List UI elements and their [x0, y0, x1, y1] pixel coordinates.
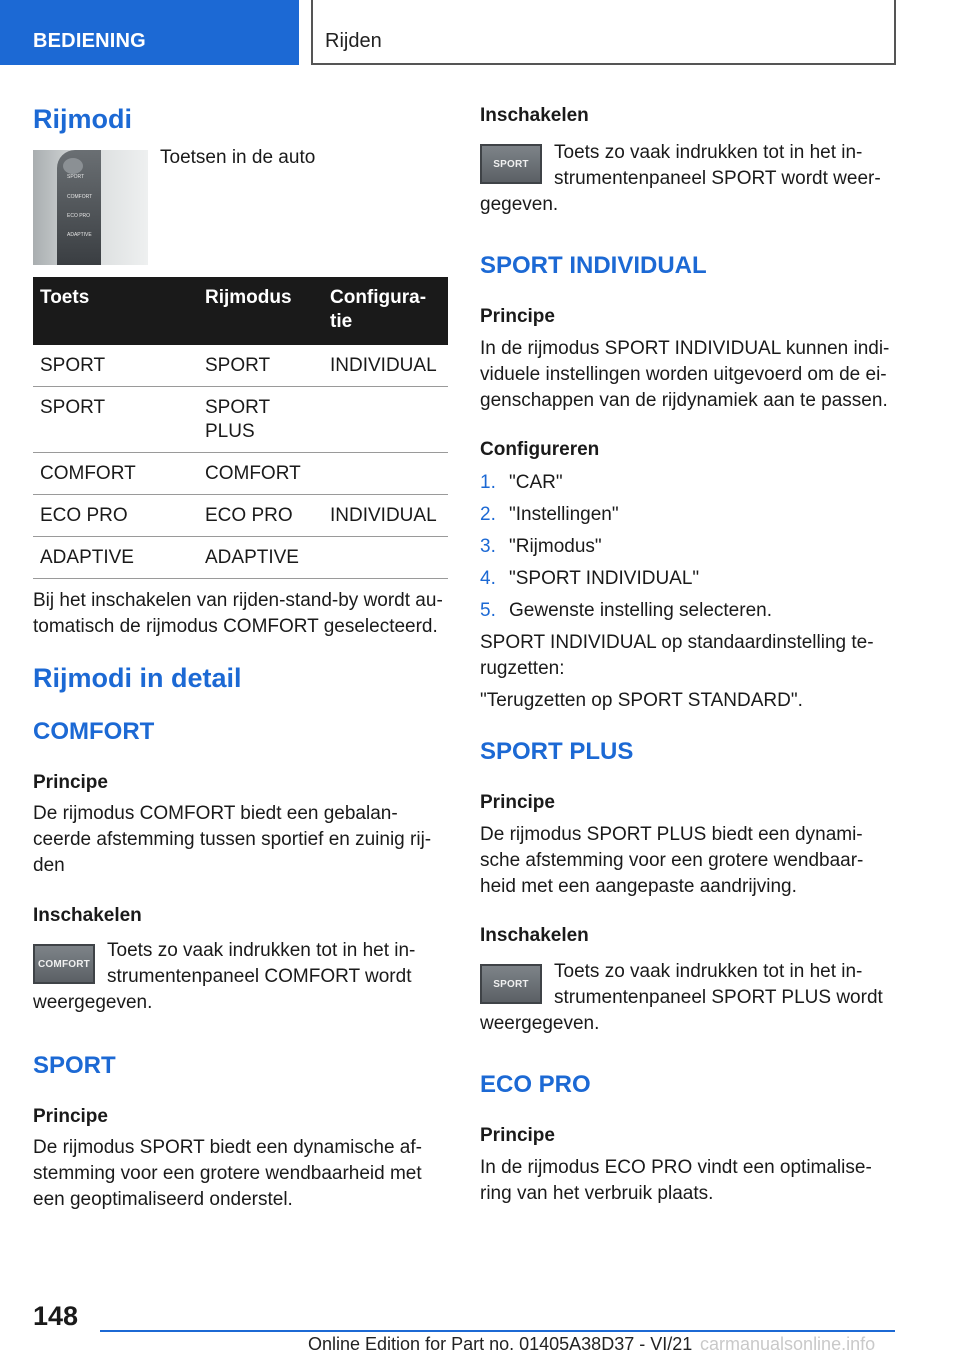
reset-line3: "Terugzetten op SPORT STANDARD".	[480, 690, 803, 711]
sport-plus-activate-line2: strumentenpaneel SPORT PLUS wordt	[554, 987, 883, 1008]
sport-plus-principle-line1: De rijmodus SPORT PLUS biedt een dynami-	[480, 824, 863, 845]
comfort-activate-label: Inschakelen	[33, 905, 142, 926]
sport-principle-line1: De rijmodus SPORT biedt een dynamische af-	[33, 1137, 422, 1158]
sport-activate-line2: strumentenpaneel SPORT wordt weer-	[554, 168, 881, 189]
standby-note-line2: tomatisch de rijmodus COMFORT geselecteerd.	[33, 616, 438, 637]
table-cell: COMFORT	[33, 453, 198, 495]
sport-plus-principle-line2: sche afstemming voor een grotere wendbaar-	[480, 850, 864, 871]
footer-divider	[100, 1330, 895, 1332]
table-cell	[323, 537, 448, 579]
eco-pro-principle-line1: In de rijmodus ECO PRO vindt een optimalise-	[480, 1157, 872, 1178]
comfort-principle-line2: ceerde afstemming tussen sportief en zuinig rij-	[33, 829, 432, 850]
page-number: 148	[33, 1301, 79, 1331]
eco-pro-principle-line2: ring van het verbruik plaats.	[480, 1183, 714, 1204]
reset-line1: SPORT INDIVIDUAL op standaardinstelling te-	[480, 632, 874, 653]
comfort-activate-line1: Toets zo vaak indrukken tot in het in-	[107, 940, 416, 961]
sport-individual-principle-label: Principe	[480, 306, 555, 327]
comfort-activate-line2: strumentenpaneel COMFORT wordt	[107, 966, 412, 987]
table-cell: ADAPTIVE	[198, 537, 323, 579]
table-cell: ECO PRO	[198, 495, 323, 537]
list-item-text: "SPORT INDIVIDUAL"	[509, 568, 700, 589]
comfort-activate-line3: weergegeven.	[33, 992, 153, 1013]
photo-label-eco-pro: ECO PRO	[67, 213, 91, 219]
comfort-principle-line3: den	[33, 855, 65, 876]
list-item-number: 1.	[480, 472, 496, 493]
photo-caption: Toetsen in de auto	[160, 147, 316, 168]
sport-principle-line3: een geoptimaliseerd onderstel.	[33, 1189, 293, 1210]
eco-pro-principle-label: Principe	[480, 1125, 555, 1146]
table-header-toets: Toets	[33, 277, 198, 345]
sport-plus-principle-label: Principe	[480, 792, 555, 813]
sport-plus-activate-label: Inschakelen	[480, 925, 589, 946]
standby-note-line1: Bij het inschakelen van rijden-stand-by wordt au-	[33, 590, 443, 611]
footer-edition-text: Online Edition for Part no. 01405A38D37 - VI/21	[308, 1334, 693, 1354]
header-page-title: Rijden	[325, 30, 382, 52]
table-cell: ADAPTIVE	[33, 537, 198, 579]
sport-plus-principle-line3: heid met een aangepaste aandrijving.	[480, 876, 797, 897]
list-item-number: 2.	[480, 504, 496, 525]
sport-plus-activate-line3: weergegeven.	[480, 1013, 600, 1034]
table-cell	[198, 387, 323, 453]
table-row	[33, 537, 448, 579]
table-cell	[323, 453, 448, 495]
table-cell: ECO PRO	[33, 495, 198, 537]
table-header-rijmodus: Rijmodus	[198, 277, 323, 345]
list-item-number: 4.	[480, 568, 496, 589]
header-page-title-box	[311, 0, 896, 65]
sport-activate-line1: Toets zo vaak indrukken tot in het in-	[554, 142, 863, 163]
table-header-configuratie	[323, 277, 448, 345]
table-cell: SPORT	[33, 387, 198, 453]
sport-plus-activate-line1: Toets zo vaak indrukken tot in het in-	[554, 961, 863, 982]
table-cell: INDIVIDUAL	[323, 345, 448, 387]
table-row	[33, 387, 448, 453]
comfort-principle-line1: De rijmodus COMFORT biedt een gebalan-	[33, 803, 398, 824]
list-item-number: 5.	[480, 600, 496, 621]
table-cell: COMFORT	[198, 453, 323, 495]
sport-individual-principle-line1: In de rijmodus SPORT INDIVIDUAL kunnen indi-	[480, 338, 890, 359]
reset-line2: rugzetten:	[480, 658, 565, 679]
photo-label-adaptive: ADAPTIVE	[67, 232, 92, 238]
car-buttons-photo	[33, 150, 148, 265]
list-item-text: "Instellingen"	[509, 504, 619, 525]
table-row	[33, 345, 448, 387]
drive-modes-table	[33, 277, 448, 579]
table-header-configuratie-text: Configura- tie	[330, 287, 427, 332]
heading-comfort: COMFORT	[33, 718, 155, 745]
table-cell	[323, 387, 448, 453]
heading-sport-plus: SPORT PLUS	[480, 738, 634, 765]
sport-individual-principle-line3: genschappen van de rijdynamiek aan te passen.	[480, 390, 888, 411]
section-title-rijmodi: Rijmodi	[33, 104, 132, 134]
sport-principle-line2: stemming voor een grotere wendbaarheid met	[33, 1163, 422, 1184]
configure-label: Configureren	[480, 439, 600, 460]
sport-plus-button-icon	[480, 964, 542, 1004]
comfort-button-icon-label: COMFORT	[38, 958, 90, 970]
sport-activate-label: Inschakelen	[480, 105, 589, 126]
sport-activate-line3: gegeven.	[480, 194, 559, 215]
section-title-detail: Rijmodi in detail	[33, 663, 242, 693]
photo-label-sport: SPORT	[67, 174, 85, 180]
heading-eco-pro: ECO PRO	[480, 1071, 591, 1098]
heading-sport: SPORT	[33, 1052, 116, 1079]
sport-individual-principle-line2: viduele instellingen worden uitgevoerd om de ei-	[480, 364, 887, 385]
selector-knob-graphic	[63, 158, 83, 174]
sport-button-icon	[480, 144, 542, 184]
table-cell-text: SPORT PLUS	[205, 397, 271, 442]
table-row	[33, 453, 448, 495]
table-row	[33, 495, 448, 537]
comfort-button-icon	[33, 944, 95, 984]
comfort-principle-label: Principe	[33, 772, 108, 793]
table-cell: INDIVIDUAL	[323, 495, 448, 537]
photo-label-comfort: COMFORT	[67, 194, 93, 200]
table-header-row	[33, 277, 448, 345]
table-cell: SPORT	[198, 345, 323, 387]
list-item-text: "Rijmodus"	[509, 536, 602, 557]
header-section-tab	[0, 0, 299, 65]
list-item-text: "CAR"	[509, 472, 563, 493]
sport-principle-label: Principe	[33, 1106, 108, 1127]
list-item-number: 3.	[480, 536, 496, 557]
footer-watermark: carmanualsonline.info	[700, 1334, 876, 1354]
heading-sport-individual: SPORT INDIVIDUAL	[480, 252, 707, 279]
sport-button-icon-label: SPORT	[493, 158, 529, 170]
list-item-text: Gewenste instelling selecteren.	[509, 600, 772, 621]
table-cell: SPORT	[33, 345, 198, 387]
header-section-label: BEDIENING	[33, 30, 146, 52]
sport-plus-button-icon-label: SPORT	[493, 978, 529, 990]
